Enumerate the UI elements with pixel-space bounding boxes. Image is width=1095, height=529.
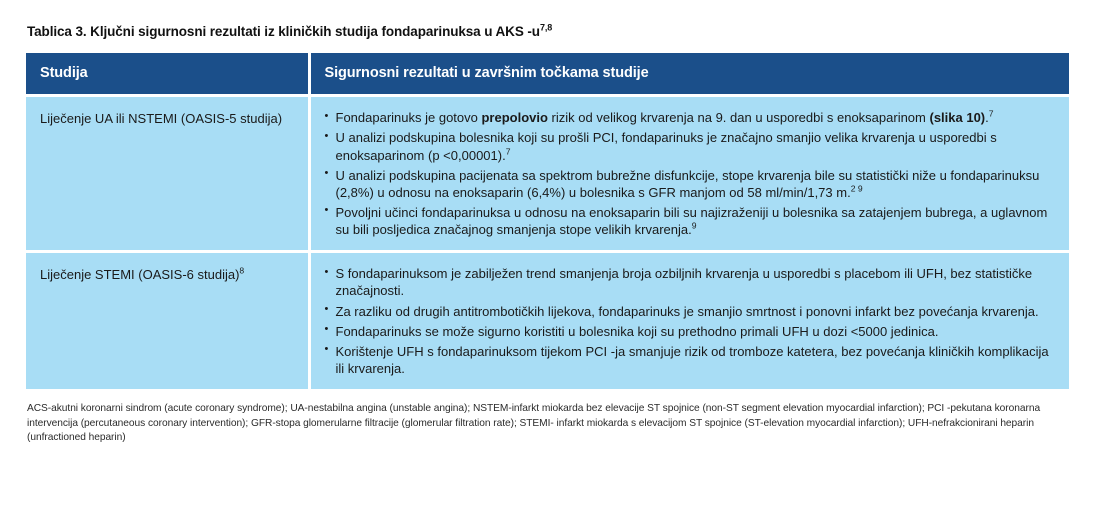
bullet-text: . [985,110,989,126]
bullet-text: Korištenje UFH s fondaparinuksom tijekom PCI -ja smanjuje rizik od tromboze katetera, bez povećanja kliničkih komplikacija ili krvarenja. [335,343,1049,377]
cell-safety-results [309,252,1069,389]
cell-study-name [26,96,309,252]
study-name-text: Liječenje STEMI (OASIS-6 studija)$^8$ [40,265,245,283]
bullet-item [325,303,1056,320]
bullet-text: rizik od velikog krvarenja na 9. dan u usporedbi s enoksaparinom [547,110,930,126]
bullet-superscript: 9 [691,220,697,231]
table-body [26,96,1069,390]
table-header-row [26,53,1069,96]
bullet-text: U analizi podskupina pacijenata sa spektrom bubrežne disfunkcije, stope krvarenja bile su statistički niže u fondaparinuksu (2,8%) u odnosu na enoksaparin (6,4%) u bolesnika s GFR manjom od 58 ml/min/1,73 m. [335,167,1040,200]
bullet-superscript: 7 [505,146,511,157]
bullet-item [325,323,1056,340]
bullet-text: Za razliku od drugih antitrombotičkih lijekova, fondaparinuks je smanjio smrtnost i ponovni infarkt bez povećanja krvarenja. [335,303,1039,319]
bullet-text: S fondaparinuksom je zabilježen trend smanjenja broja ozbiljnih krvarenja u usporedbi s placebom ili UFH, bez statističke značajnosti. [335,266,1033,299]
bullet-text: Fondaparinuks je gotovo [335,110,482,126]
bullet-item [325,343,1056,377]
bullet-emphasis: prepolovio [481,110,548,126]
bullet-superscript: 2 9 [850,183,863,194]
page-title [27,24,1069,40]
page-title-superscript: 7,8 [539,22,553,33]
cell-safety-results [309,96,1069,252]
study-name-text: Liječenje UA ili NSTEMI (OASIS-5 studija) [40,111,283,127]
table-row [26,96,1069,252]
study-name-superscript: 8 [239,265,245,276]
bullet-item [325,109,1056,126]
column-header-results: Sigurnosni rezultati u završnim točkama studije [309,53,1069,96]
bullet-superscript: 7 [988,108,994,119]
table-header [26,53,1069,96]
bullet-item [325,167,1056,201]
page-title-text: Tablica 3. Ključni sigurnosni rezultati iz kliničkih studija fondaparinuksa u AKS -u [27,24,540,39]
bullet-list [325,265,1056,377]
bullet-text: U analizi podskupina bolesnika koji su prošli PCI, fondaparinuks je značajno smanjio velika krvarenja u usporedbi s enoksaparinom (p <0,00001). [335,130,997,163]
safety-results-table [26,53,1069,389]
bullet-item [325,265,1056,299]
bullet-item [325,129,1056,163]
bullet-emphasis: (slika 10) [929,110,986,126]
bullet-text: Povoljni učinci fondaparinuksa u odnosu na enoksaparin bili su najizraženiji u bolesnika sa zatajenjem bubrega, a uglavnom su bili posljedica značajnog smanjenja stope velikih krvarenja. [335,204,1048,238]
table-footnote: ACS-akutni koronarni sindrom (acute coronary syndrome); UA-nestabilna angina (unstable angina); NSTEM-infarkt miokarda bez elevacije ST spojnice (non-ST segment elevation myocardial infarction); PCI -pekutana koronarna intervencija (percutaneous coronary intervention); GFR-stopa glomerularne filtracije (glomerular filtration rate); STEMI- infarkt miokarda s elevacijom ST spojnice (ST-elevation myocardial infarction); UFH-nefrakcionirani heparin (unfractioned heparin) [27,403,1041,444]
cell-study-name [26,252,309,389]
bullet-item [325,204,1056,238]
bullet-list [325,109,1056,238]
table-row [26,252,1069,389]
column-header-study: Studija [26,53,309,96]
bullet-text: Fondaparinuks se može sigurno koristiti u bolesnika koji su prethodno primali UFH u dozi <5000 jedinica. [335,323,939,339]
